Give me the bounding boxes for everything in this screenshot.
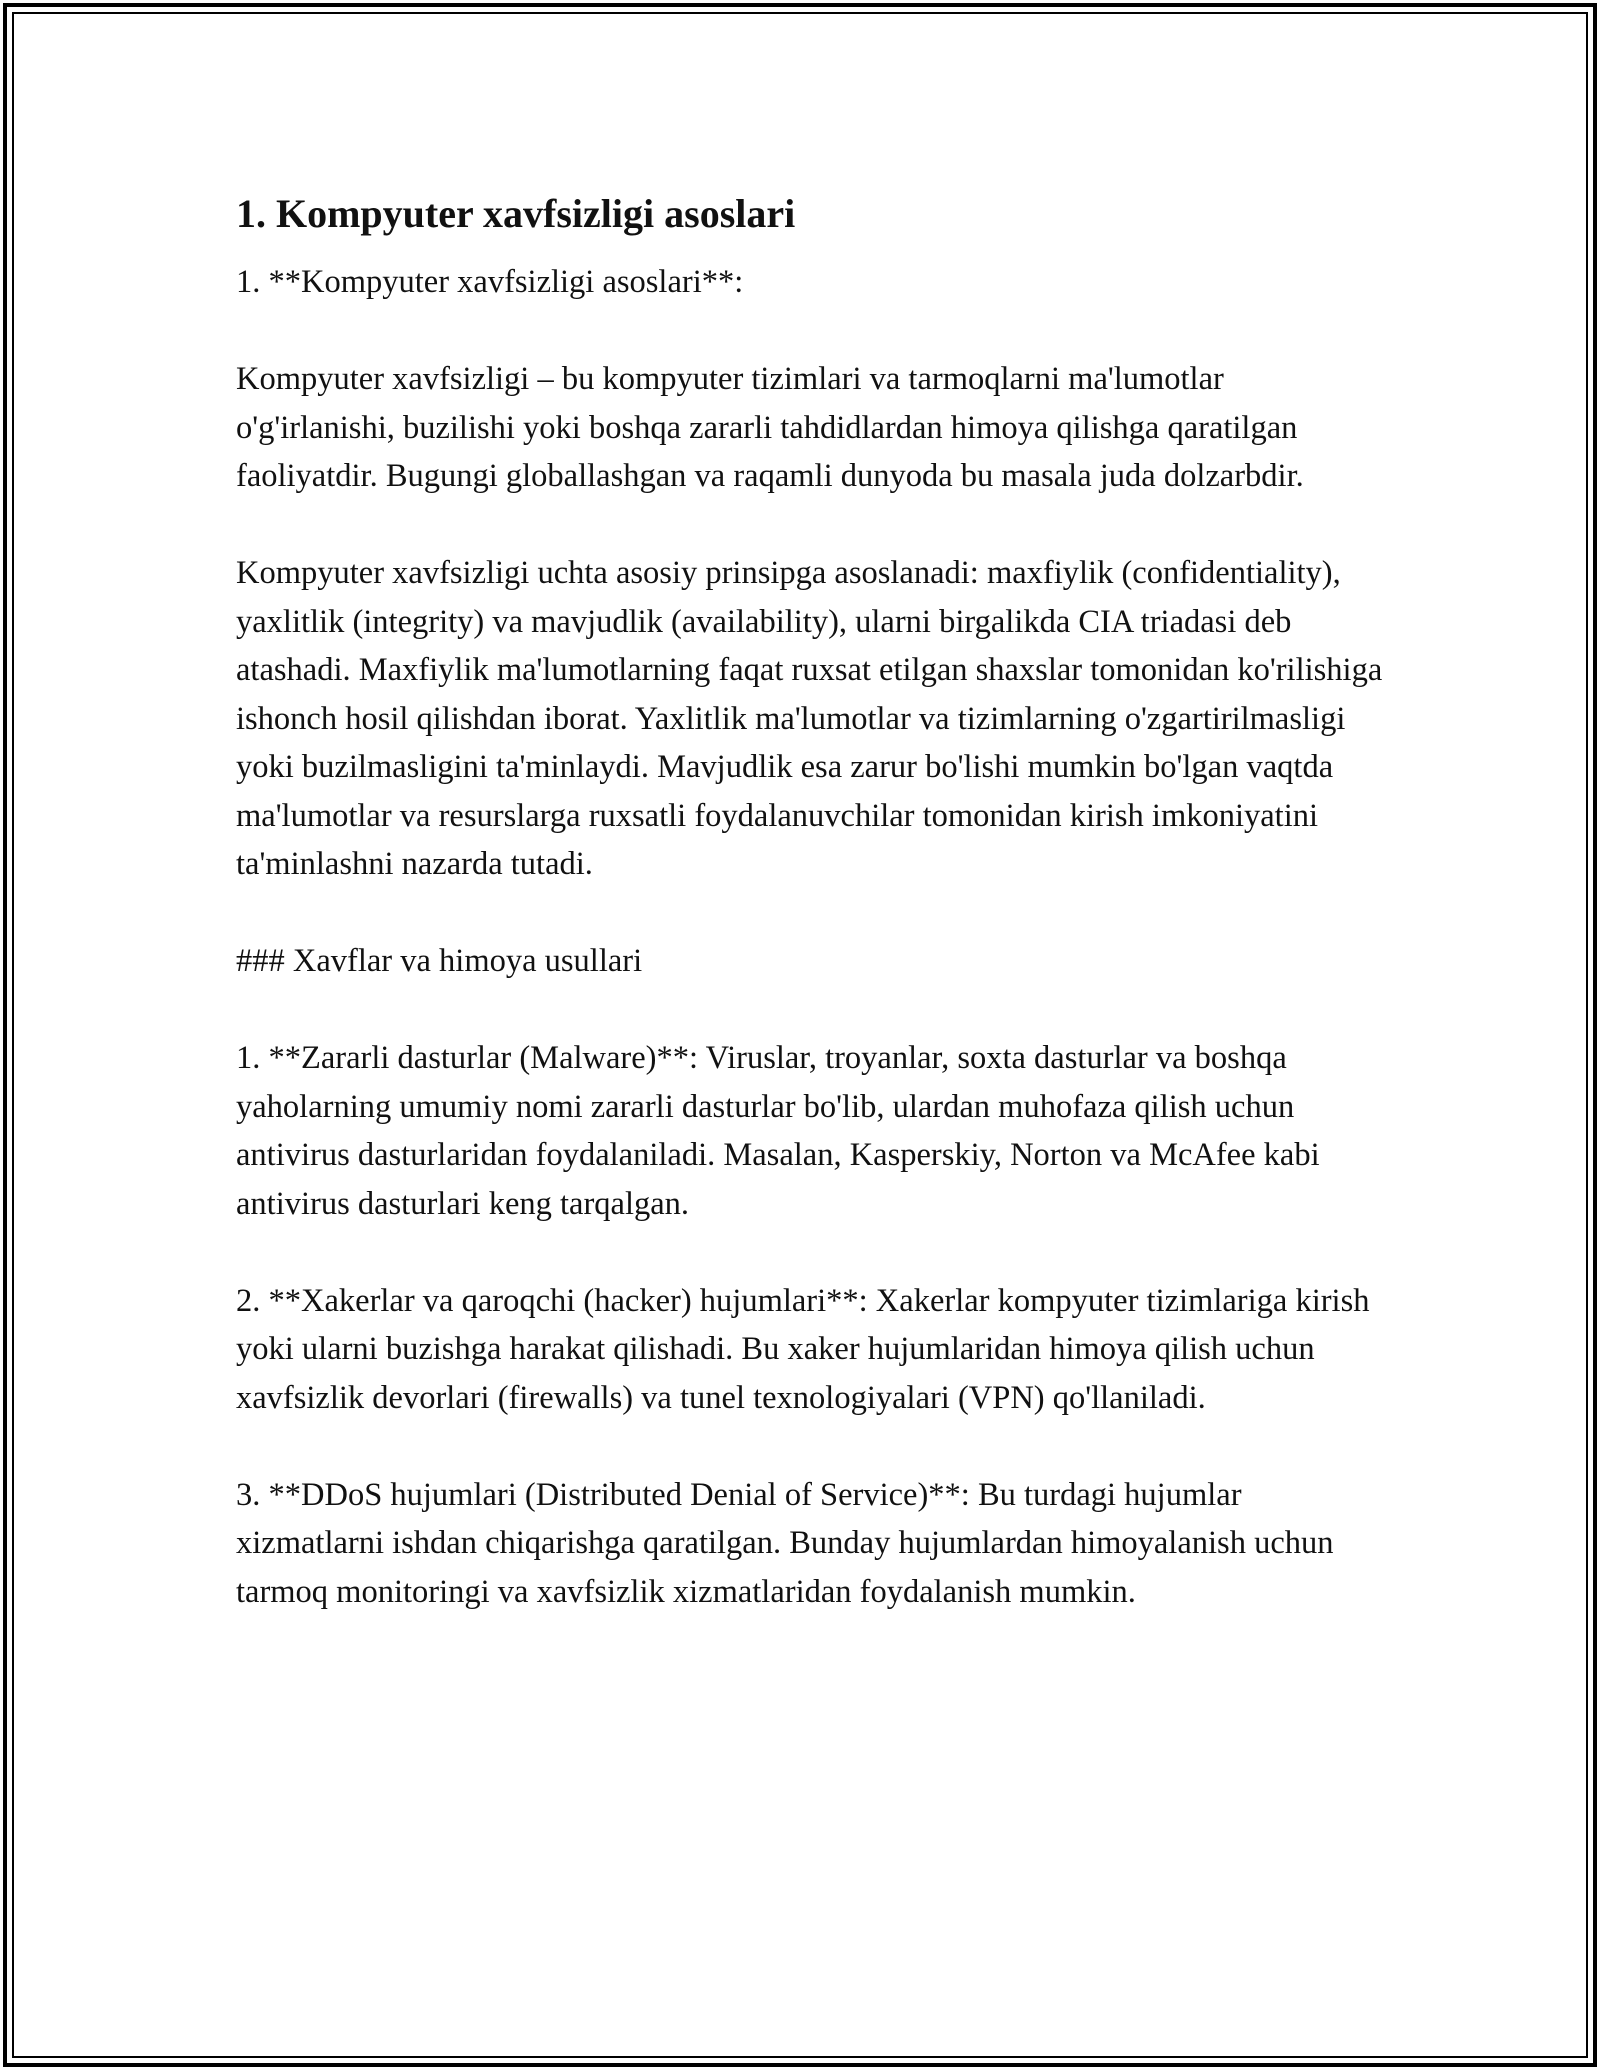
paragraph-cia-triad: Kompyuter xavfsizligi uchta asosiy prinsipga asoslanadi: maxfiylik (confidentiality), yaxlitlik (integrity) va mavjudlik (availability), ularni birgalikda CIA triadasi deb atashadi. Maxfiylik ma'lumotlarning faqat ruxsat etilgan shaxslar tomonidan ko'rilishiga ishonch hosil qilishdan iborat. Yaxlitlik ma'lumotlar va tizimlarning o'zgartirilmasligi yoki buzilmasligini ta'minlaydi. Mavjudlik esa zarur bo'lishi mumkin bo'lgan vaqtda ma'lumotlar va resurslarga ruxsatli foydalanuvchilar tomonidan kirish imkoniyatini ta'minlashni nazarda tutadi. bbox=[236, 555, 1383, 882]
paragraph-ddos: 3. **DDoS hujumlari (Distributed Denial of Service)**: Bu turdagi hujumlar xizmatlarni ishdan chiqarishga qaratilgan. Bunday hujumlardan himoyalanish uchun tarmoq monitoringi va xavfsizlik xizmatlaridan foydalanish mumkin. bbox=[236, 1476, 1334, 1610]
paragraph-hackers: 2. **Xakerlar va qaroqchi (hacker) hujumlari**: Xakerlar kompyuter tizimlariga kirish yoki ularni buzishga harakat qilishadi. Bu xaker hujumlaridan himoya qilish uchun xavfsizlik devorlari (firewalls) va tunel texnologiyalari (VPN) qo'llaniladi. bbox=[236, 1282, 1370, 1416]
paragraph-malware: 1. **Zararli dasturlar (Malware)**: Viruslar, troyanlar, soxta dasturlar va boshqa yaholarning umumiy nomi zararli dasturlar bo'lib, ulardan muhofaza qilish uchun antivirus dasturlaridan foydalaniladi. Masalan, Kasperskiy, Norton va McAfee kabi antivirus dasturlari keng tarqalgan. bbox=[236, 1040, 1320, 1222]
paragraph-definition: Kompyuter xavfsizligi – bu kompyuter tizimlari va tarmoqlarni ma'lumotlar o'g'irlanishi, buzilishi yoki boshqa zararli tahdidlardan himoya qilishga qaratilgan faoliyatdir. Bugungi globallashgan va raqamli dunyoda bu masala juda dolzarbdir. bbox=[236, 361, 1304, 494]
document-body bbox=[236, 186, 1386, 1665]
paragraph-threats-heading: ### Xavflar va himoya usullari bbox=[236, 943, 643, 979]
paragraph-section-heading: 1. **Kompyuter xavfsizligi asoslari**: bbox=[236, 264, 744, 300]
document-title: 1. Kompyuter xavfsizligi asoslari bbox=[236, 191, 796, 236]
